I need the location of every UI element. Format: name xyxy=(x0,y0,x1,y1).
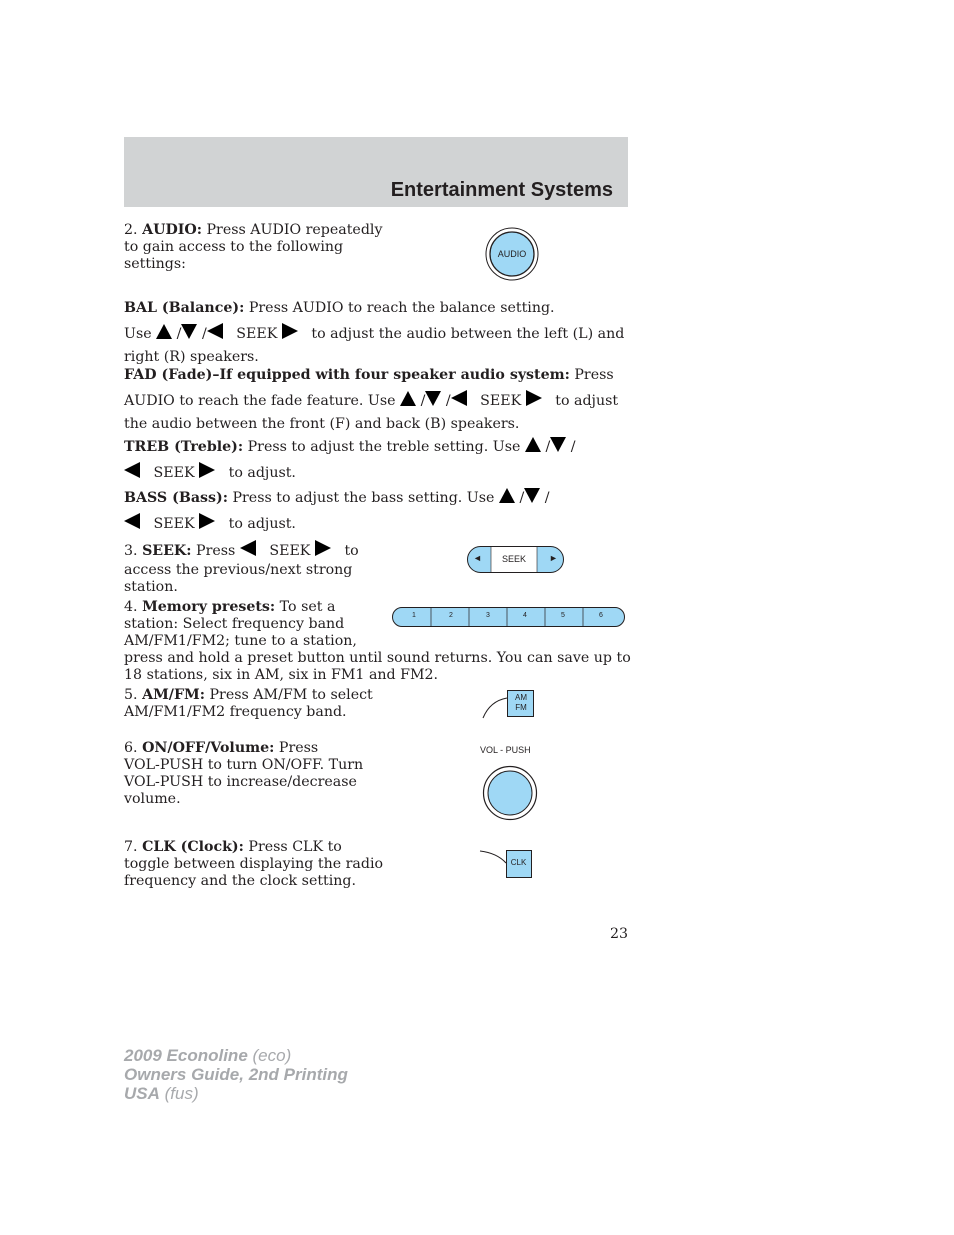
item-text: the audio between the front (F) and back (B) speakers. xyxy=(124,416,520,432)
clk-button-label: CLK xyxy=(510,858,527,867)
item-label: FAD (Fade)–If equipped with four speaker audio system: xyxy=(124,367,570,383)
amfm-description xyxy=(124,687,373,721)
footer-model: 2009 Econoline xyxy=(124,1046,248,1065)
item-number: 3. xyxy=(124,543,138,559)
preset-button-5: 5 xyxy=(561,612,565,619)
left-arrow-icon xyxy=(240,540,256,556)
item-text: to xyxy=(344,543,359,559)
fad-description xyxy=(124,367,618,433)
amfm-label-fm: FM xyxy=(515,703,527,712)
document-footer xyxy=(124,1046,348,1103)
item-text: Press AM/FM to select xyxy=(209,687,373,703)
item-text: to adjust the audio between the left (L) and xyxy=(311,326,625,342)
item-label: ON/OFF/Volume: xyxy=(142,740,275,756)
seek-label: SEEK xyxy=(153,465,195,481)
volume-knob-illustration xyxy=(482,765,538,821)
item-text: to adjust. xyxy=(228,465,296,481)
slash: / xyxy=(545,439,551,455)
left-arrow-icon xyxy=(124,513,140,529)
preset-button-4: 4 xyxy=(523,612,527,619)
item-label: BAL (Balance): xyxy=(124,300,245,316)
item-text: VOL-PUSH to turn ON/OFF. Turn xyxy=(124,757,364,773)
item-number: 5. xyxy=(124,687,138,703)
clk-description xyxy=(124,839,383,890)
seek-label: SEEK xyxy=(236,326,278,342)
down-arrow-icon xyxy=(550,437,566,452)
volume-knob-label: VOL - PUSH xyxy=(480,745,531,755)
item-text: press and hold a preset button until sound returns. You can save up to xyxy=(124,650,631,666)
down-arrow-icon xyxy=(524,488,540,503)
item-label: BASS (Bass): xyxy=(124,490,228,506)
left-arrow-icon xyxy=(451,390,467,406)
seek-description xyxy=(124,540,359,596)
item-text: Press to adjust the treble setting. Use xyxy=(247,439,521,455)
footer-region-code: (fus) xyxy=(164,1084,199,1103)
section-header xyxy=(124,137,628,207)
page-number: 23 xyxy=(609,926,628,942)
item-number: 7. xyxy=(124,839,138,855)
bal-description xyxy=(124,300,624,366)
preset-button-3: 3 xyxy=(486,612,490,619)
item-text: 18 stations, six in AM, six in FM1 and FM2. xyxy=(124,667,439,683)
footer-region: USA xyxy=(124,1084,160,1103)
slash: / xyxy=(445,393,451,409)
up-arrow-icon xyxy=(156,324,172,339)
volume-description xyxy=(124,740,363,808)
item-text: Use xyxy=(124,326,152,342)
seek-label: SEEK xyxy=(153,516,195,532)
item-text: Press xyxy=(196,543,236,559)
item-number: 2. xyxy=(124,222,138,238)
item-number: 6. xyxy=(124,740,138,756)
item-text: AM/FM1/FM2 frequency band. xyxy=(124,704,347,720)
slash: / xyxy=(519,490,525,506)
item-text: AM/FM1/FM2; tune to a station, xyxy=(124,633,357,649)
preset-button-1: 1 xyxy=(412,612,416,619)
right-arrow-icon xyxy=(526,390,542,406)
seek-label: SEEK xyxy=(480,393,522,409)
amfm-label-am: AM xyxy=(515,693,527,702)
audio-button-label: AUDIO xyxy=(497,249,527,259)
right-arrow-icon xyxy=(199,513,215,529)
item-text: Press CLK to xyxy=(248,839,342,855)
item-text: Press xyxy=(574,367,614,383)
footer-model-code: (eco) xyxy=(252,1046,292,1065)
right-arrow-icon xyxy=(199,462,215,478)
slash: / xyxy=(570,439,576,455)
item-text: to gain access to the following xyxy=(124,239,344,255)
item-text: to adjust xyxy=(555,393,619,409)
item-label: SEEK: xyxy=(142,543,192,559)
item-text: Press AUDIO to reach the balance setting. xyxy=(248,300,555,316)
item-label: TREB (Treble): xyxy=(124,439,244,455)
item-text: AUDIO to reach the fade feature. Use xyxy=(124,393,396,409)
up-arrow-icon xyxy=(400,391,416,406)
left-arrow-icon xyxy=(207,323,223,339)
item-label: AUDIO: xyxy=(142,222,202,238)
item-text: frequency and the clock setting. xyxy=(124,873,357,889)
down-arrow-icon xyxy=(181,324,197,339)
right-arrow-icon xyxy=(315,540,331,556)
slash: / xyxy=(201,326,207,342)
preset-buttons-illustration xyxy=(392,607,626,628)
seek-label: SEEK xyxy=(269,543,311,559)
up-arrow-icon xyxy=(525,437,541,452)
preset-button-2: 2 xyxy=(449,612,453,619)
item-label: CLK (Clock): xyxy=(142,839,244,855)
amfm-button-label xyxy=(508,693,534,713)
preset-button-6: 6 xyxy=(599,612,603,619)
treb-description xyxy=(124,437,576,482)
seek-right-arrow-icon: ► xyxy=(549,553,558,563)
footer-guide: Owners Guide, 2nd Printing xyxy=(124,1065,348,1084)
item-text: volume. xyxy=(124,791,181,807)
item-number: 4. xyxy=(124,599,138,615)
slash: / xyxy=(544,490,550,506)
slash: / xyxy=(420,393,426,409)
item-text: Press to adjust the bass setting. Use xyxy=(232,490,495,506)
item-text: settings: xyxy=(124,256,186,272)
item-text: toggle between displaying the radio xyxy=(124,856,384,872)
item-text: right (R) speakers. xyxy=(124,349,259,365)
item-text: station. xyxy=(124,579,178,595)
down-arrow-icon xyxy=(425,391,441,406)
right-arrow-icon xyxy=(282,323,298,339)
item-text: station: Select frequency band xyxy=(124,616,345,632)
item-text: To set a xyxy=(279,599,336,615)
bass-description xyxy=(124,488,550,533)
item-text: access the previous/next strong xyxy=(124,562,353,578)
up-arrow-icon xyxy=(499,488,515,503)
item-label: AM/FM: xyxy=(142,687,205,703)
seek-button-label: SEEK xyxy=(501,554,526,564)
item-text: VOL-PUSH to increase/decrease xyxy=(124,774,357,790)
slash: / xyxy=(176,326,182,342)
left-arrow-icon xyxy=(124,462,140,478)
item-text: Press AUDIO repeatedly xyxy=(206,222,383,238)
audio-description xyxy=(124,222,382,273)
seek-left-arrow-icon: ◄ xyxy=(473,553,482,563)
item-text: to adjust. xyxy=(228,516,296,532)
item-label: Memory presets: xyxy=(142,599,276,615)
section-title: Entertainment Systems xyxy=(390,179,613,201)
item-text: Press xyxy=(278,740,319,756)
